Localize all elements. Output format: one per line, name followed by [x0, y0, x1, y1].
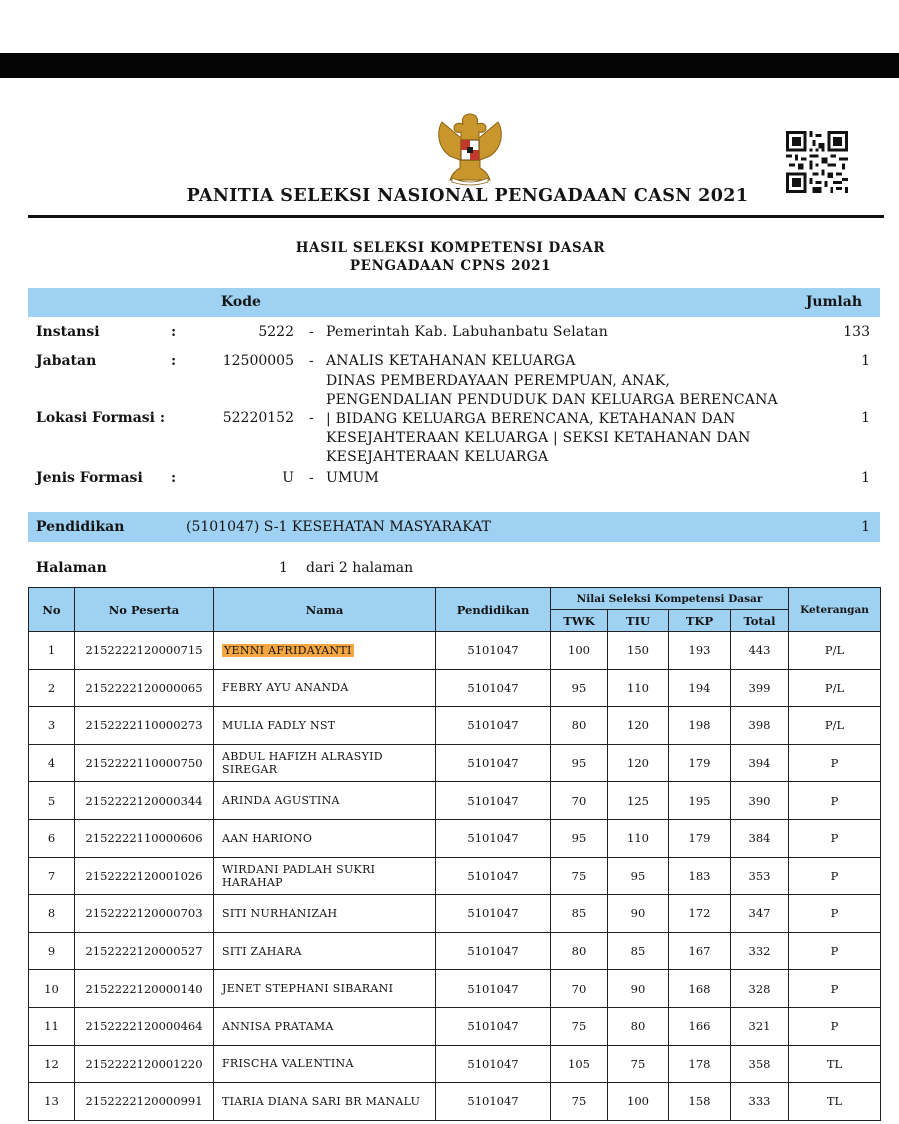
- table-row: [29, 895, 881, 933]
- lokasi-code: 52220152: [222, 410, 294, 426]
- cell-pendidikan: 5101047: [436, 819, 551, 857]
- lokasi-count: 1: [861, 410, 870, 426]
- cell-twk: 80: [551, 932, 608, 970]
- cell-keterangan: P: [789, 744, 881, 782]
- cell-tkp: 158: [669, 1083, 731, 1121]
- cell-twk: 100: [551, 632, 608, 670]
- cell-no: 8: [29, 895, 75, 933]
- cell-pendidikan: 5101047: [436, 1007, 551, 1045]
- cell-no-peserta: 2152222120000703: [75, 895, 214, 933]
- pendidikan-bar: [28, 512, 880, 542]
- cell-keterangan: TL: [789, 1045, 881, 1083]
- cell-tiu: 95: [608, 857, 669, 895]
- cell-tiu: 85: [608, 932, 669, 970]
- instansi-label: Instansi: [36, 324, 100, 340]
- cell-keterangan: P: [789, 819, 881, 857]
- cell-pendidikan: 5101047: [436, 895, 551, 933]
- cell-nama: WIRDANI PADLAH SUKRI HARAHAP: [214, 857, 436, 895]
- qr-code-icon: [786, 131, 848, 193]
- cell-nama: ABDUL HAFIZH ALRASYID SIREGAR: [214, 744, 436, 782]
- jumlah-label: Jumlah: [805, 294, 862, 310]
- org-title: PANITIA SELEKSI NASIONAL PENGADAAN CASN 2021: [186, 186, 749, 206]
- cell-pendidikan: 5101047: [436, 857, 551, 895]
- jabatan-label: Jabatan: [36, 353, 97, 369]
- table-row: [29, 819, 881, 857]
- cell-no: 2: [29, 669, 75, 707]
- top-black-bar: [0, 53, 899, 78]
- cell-twk: 75: [551, 1007, 608, 1045]
- cell-tiu: 90: [608, 970, 669, 1008]
- cell-no: 3: [29, 707, 75, 745]
- cell-twk: 75: [551, 857, 608, 895]
- garuda-emblem-icon: [430, 108, 510, 188]
- cell-tiu: 110: [608, 669, 669, 707]
- results-table-body: [29, 632, 881, 1121]
- cell-no: 9: [29, 932, 75, 970]
- cell-keterangan: P: [789, 782, 881, 820]
- cell-twk: 80: [551, 707, 608, 745]
- jabatan-count: 1: [861, 353, 870, 369]
- cell-no: 10: [29, 970, 75, 1008]
- cell-no-peserta: 2152222120000527: [75, 932, 214, 970]
- cell-keterangan: P: [789, 1007, 881, 1045]
- cell-twk: 70: [551, 970, 608, 1008]
- cell-no-peserta: 2152222110000606: [75, 819, 214, 857]
- jenis-desc: UMUM: [326, 470, 380, 486]
- cell-tiu: 80: [608, 1007, 669, 1045]
- cell-tkp: 179: [669, 744, 731, 782]
- doc-title-line1: HASIL SELEKSI KOMPETENSI DASAR: [295, 240, 606, 256]
- table-row: [29, 1045, 881, 1083]
- cell-keterangan: P/L: [789, 632, 881, 670]
- jenis-label: Jenis Formasi: [36, 470, 143, 486]
- jenis-dash: -: [309, 470, 314, 486]
- cell-nama: TIARIA DIANA SARI BR MANALU: [214, 1083, 436, 1121]
- cell-no-peserta: 2152222110000750: [75, 744, 214, 782]
- cell-twk: 85: [551, 895, 608, 933]
- cell-no: 5: [29, 782, 75, 820]
- cell-tkp: 183: [669, 857, 731, 895]
- jabatan-desc: ANALIS KETAHANAN KELUARGA: [326, 353, 576, 369]
- cell-pendidikan: 5101047: [436, 932, 551, 970]
- cell-nama: ARINDA AGUSTINA: [214, 782, 436, 820]
- cell-no-peserta: 2152222110000273: [75, 707, 214, 745]
- cell-tkp: 168: [669, 970, 731, 1008]
- cell-nama: AAN HARIONO: [214, 819, 436, 857]
- cell-tiu: 75: [608, 1045, 669, 1083]
- cell-keterangan: P/L: [789, 669, 881, 707]
- table-row: [29, 707, 881, 745]
- cell-no: 6: [29, 819, 75, 857]
- results-table: [28, 587, 881, 1121]
- cell-keterangan: P: [789, 932, 881, 970]
- th-total: Total: [731, 610, 789, 632]
- cell-tkp: 166: [669, 1007, 731, 1045]
- jenis-row: [36, 470, 872, 490]
- cell-keterangan: P: [789, 857, 881, 895]
- cell-pendidikan: 5101047: [436, 669, 551, 707]
- cell-no-peserta: 2152222120000344: [75, 782, 214, 820]
- cell-no: 11: [29, 1007, 75, 1045]
- instansi-colon: :: [171, 324, 177, 340]
- cell-pendidikan: 5101047: [436, 744, 551, 782]
- instansi-code: 5222: [258, 324, 294, 340]
- cell-total: 347: [731, 895, 789, 933]
- cell-pendidikan: 5101047: [436, 1083, 551, 1121]
- cell-total: 394: [731, 744, 789, 782]
- cell-tkp: 195: [669, 782, 731, 820]
- cell-nama: FEBRY AYU ANANDA: [214, 669, 436, 707]
- pendidikan-count: 1: [861, 519, 870, 535]
- cell-nama: [214, 632, 436, 670]
- cell-total: 390: [731, 782, 789, 820]
- cell-tiu: 125: [608, 782, 669, 820]
- lokasi-label: Lokasi Formasi :: [36, 410, 166, 426]
- jenis-colon: :: [171, 470, 177, 486]
- cell-tkp: 178: [669, 1045, 731, 1083]
- cell-nama: SITI NURHANIZAH: [214, 895, 436, 933]
- cell-no: 4: [29, 744, 75, 782]
- cell-tiu: 150: [608, 632, 669, 670]
- doc-title-line2: PENGADAAN CPNS 2021: [349, 258, 552, 274]
- cell-tkp: 172: [669, 895, 731, 933]
- th-nama: Nama: [214, 588, 436, 632]
- cell-no-peserta: 2152222120000464: [75, 1007, 214, 1045]
- cell-total: 384: [731, 819, 789, 857]
- cell-tkp: 179: [669, 819, 731, 857]
- cell-total: 443: [731, 632, 789, 670]
- cell-no: 7: [29, 857, 75, 895]
- cell-total: 328: [731, 970, 789, 1008]
- jabatan-dash: -: [309, 353, 314, 369]
- cell-tkp: 194: [669, 669, 731, 707]
- cell-nama: MULIA FADLY NST: [214, 707, 436, 745]
- cell-nama: SITI ZAHARA: [214, 932, 436, 970]
- cell-pendidikan: 5101047: [436, 707, 551, 745]
- header-divider: [28, 215, 884, 218]
- pendidikan-label: Pendidikan: [36, 519, 125, 535]
- jabatan-colon: :: [171, 353, 177, 369]
- kode-header-bar: [28, 288, 880, 317]
- jenis-count: 1: [861, 470, 870, 486]
- cell-tiu: 90: [608, 895, 669, 933]
- cell-total: 332: [731, 932, 789, 970]
- lokasi-desc: [326, 372, 778, 467]
- cell-no-peserta: 2152222120000140: [75, 970, 214, 1008]
- lokasi-desc-line: KESEJAHTERAAN KELUARGA: [326, 449, 549, 465]
- cell-twk: 95: [551, 669, 608, 707]
- table-row: [29, 970, 881, 1008]
- lokasi-dash: -: [309, 410, 314, 426]
- cell-pendidikan: 5101047: [436, 1045, 551, 1083]
- cell-no-peserta: 2152222120000065: [75, 669, 214, 707]
- cell-twk: 95: [551, 819, 608, 857]
- cell-no-peserta: 2152222120001026: [75, 857, 214, 895]
- th-tkp: TKP: [669, 610, 731, 632]
- th-twk: TWK: [551, 610, 608, 632]
- cell-twk: 70: [551, 782, 608, 820]
- instansi-count: 133: [843, 324, 870, 340]
- table-row: [29, 782, 881, 820]
- instansi-dash: -: [309, 324, 314, 340]
- cell-tiu: 110: [608, 819, 669, 857]
- instansi-desc: Pemerintah Kab. Labuhanbatu Selatan: [326, 324, 609, 340]
- cell-no: 12: [29, 1045, 75, 1083]
- cell-no-peserta: 2152222120001220: [75, 1045, 214, 1083]
- cell-nama: FRISCHA VALENTINA: [214, 1045, 436, 1083]
- th-no: No: [29, 588, 75, 632]
- cell-keterangan: P: [789, 895, 881, 933]
- lokasi-desc-line: DINAS PEMBERDAYAAN PEREMPUAN, ANAK,: [326, 373, 671, 389]
- halaman-of: dari 2 halaman: [306, 560, 414, 576]
- th-no-peserta: No Peserta: [75, 588, 214, 632]
- cell-pendidikan: 5101047: [436, 970, 551, 1008]
- cell-no-peserta: 2152222120000991: [75, 1083, 214, 1121]
- jenis-code: U: [282, 470, 294, 486]
- jabatan-code: 12500005: [222, 353, 294, 369]
- pendidikan-value: (5101047) S-1 KESEHATAN MASYARAKAT: [186, 519, 491, 535]
- table-row: [29, 932, 881, 970]
- cell-total: 398: [731, 707, 789, 745]
- cell-pendidikan: 5101047: [436, 782, 551, 820]
- cell-total: 358: [731, 1045, 789, 1083]
- highlighted-name: YENNI AFRIDAYANTI: [224, 643, 352, 657]
- lokasi-row: [36, 372, 872, 468]
- cell-nama: JENET STEPHANI SIBARANI: [214, 970, 436, 1008]
- table-row: [29, 744, 881, 782]
- th-tiu: TIU: [608, 610, 669, 632]
- th-nilai-group: Nilai Seleksi Kompetensi Dasar: [551, 588, 789, 610]
- cell-twk: 75: [551, 1083, 608, 1121]
- table-row: [29, 1083, 881, 1121]
- cell-total: 399: [731, 669, 789, 707]
- cell-twk: 105: [551, 1045, 608, 1083]
- halaman-page: 1: [279, 560, 288, 576]
- cell-keterangan: P: [789, 970, 881, 1008]
- cell-twk: 95: [551, 744, 608, 782]
- cell-total: 321: [731, 1007, 789, 1045]
- cell-keterangan: P/L: [789, 707, 881, 745]
- lokasi-desc-line: | BIDANG KELUARGA BERENCANA, KETAHANAN DAN: [326, 411, 736, 427]
- cell-tiu: 120: [608, 744, 669, 782]
- table-row: [29, 632, 881, 670]
- cell-total: 333: [731, 1083, 789, 1121]
- cell-no: 13: [29, 1083, 75, 1121]
- cell-pendidikan: 5101047: [436, 632, 551, 670]
- halaman-label: Halaman: [36, 560, 107, 576]
- cell-tiu: 120: [608, 707, 669, 745]
- table-row: [29, 1007, 881, 1045]
- cell-tkp: 198: [669, 707, 731, 745]
- lokasi-desc-line: PENGENDALIAN PENDUDUK DAN KELUARGA BERENCANA: [326, 392, 778, 408]
- instansi-row: [36, 324, 872, 344]
- table-row: [29, 857, 881, 895]
- lokasi-desc-line: KESEJAHTERAAN KELUARGA | SEKSI KETAHANAN DAN: [326, 430, 751, 446]
- jabatan-row: [36, 353, 872, 373]
- cell-nama: ANNISA PRATAMA: [214, 1007, 436, 1045]
- cell-keterangan: TL: [789, 1083, 881, 1121]
- kode-label: Kode: [221, 294, 261, 310]
- cell-no-peserta: 2152222120000715: [75, 632, 214, 670]
- th-pendidikan: Pendidikan: [436, 588, 551, 632]
- cell-no: 1: [29, 632, 75, 670]
- cell-tkp: 167: [669, 932, 731, 970]
- cell-tiu: 100: [608, 1083, 669, 1121]
- table-row: [29, 669, 881, 707]
- cell-total: 353: [731, 857, 789, 895]
- cell-tkp: 193: [669, 632, 731, 670]
- th-keterangan: Keterangan: [789, 588, 881, 632]
